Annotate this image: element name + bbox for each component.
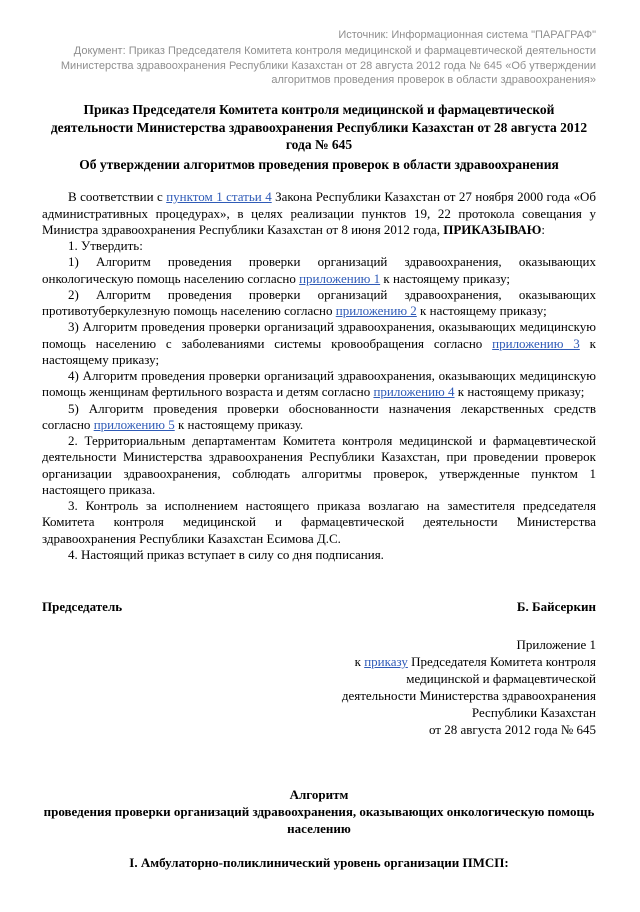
intro-text: : xyxy=(541,221,545,237)
order-item-4 xyxy=(42,368,596,401)
intro-text: Закона Республики Казахстан от 27 ноября 2000 года «Об административных процедурах», в целях реализации пунктов 19, 22 протокола совещания у Министра здравоохранения Республики Казахстан от 8 июня 2012 года, xyxy=(42,189,596,237)
algorithm-title-description: проведения проверки организаций здравоохранения, оказывающих онкологическую помощь населению xyxy=(43,803,595,836)
appendix-text: к xyxy=(354,654,365,670)
item-text: к настоящему приказу; xyxy=(42,335,596,367)
paragraph-intro xyxy=(42,189,596,238)
item-text: к настоящему приказу; xyxy=(380,270,511,286)
item-text: 4) Алгоритм проведения проверки организаций здравоохранения, оказывающих медицинскую помощь женщинам фертильного возраста и детям согласно xyxy=(42,368,596,400)
item-text: 3) Алгоритм проведения проверки организаций здравоохранения, оказывающих медицинскую помощь населению с заболеваниями системы кровообращения согласно xyxy=(42,319,596,351)
document-title-main: Приказ Председателя Комитета контроля медицинской и фармацевтической деятельности Министерства здравоохранения Республики Казахстан от 28 августа 2012 года № 645 xyxy=(50,102,588,153)
order-item-5 xyxy=(42,401,596,434)
algorithm-title-word: Алгоритм xyxy=(289,786,349,802)
appendix-date-line: от 28 августа 2012 года № 645 xyxy=(428,721,596,737)
appendix-block xyxy=(42,637,596,738)
section-1-heading: I. Амбулаторно-поликлинический уровень организации ПМСП: xyxy=(129,855,509,871)
paragraph-point-2: 2. Территориальным департаментам Комитета контроля медицинской и фармацевтической деятельности Министерства здравоохранения Республики Казахстан, при проведении проверок организации здравоохранения, соблюдать алгоритмы проверок, утвержденные пунктом 1 настоящего приказа. xyxy=(42,433,596,497)
appendix-reference-line xyxy=(42,654,596,671)
link-prikazu[interactable]: приказу xyxy=(364,654,408,670)
paragraph-point-3: 3. Контроль за исполнением настоящего приказа возлагаю на заместителя председателя Комитета контроля медицинской и фармацевтической деятельности Министерства здравоохранения Республики Казахстан Есимова Д.С. xyxy=(42,498,596,546)
intro-text: В соответствии с xyxy=(68,189,167,205)
link-prilozhenie-4[interactable]: приложению 4 xyxy=(373,384,455,400)
appendix-text-line: деятельности Министерства здравоохранения xyxy=(341,688,596,704)
document-title xyxy=(42,101,596,173)
signature-row xyxy=(42,599,596,615)
item-text: к настоящему приказу; xyxy=(454,384,585,400)
item-text: к настоящему приказу; xyxy=(416,303,547,319)
link-prilozhenie-2[interactable]: приложению 2 xyxy=(335,303,417,319)
item-text: 2) Алгоритм проведения проверки организаций здравоохранения, оказывающих противотуберкулезную помощь населению согласно xyxy=(42,286,596,319)
source-header xyxy=(42,28,596,87)
document-title-subject: Об утверждении алгоритмов проведения проверок в области здравоохранения xyxy=(79,156,559,172)
order-item-2 xyxy=(42,287,596,320)
appendix-text-line: медицинской и фармацевтической xyxy=(406,671,596,687)
algorithm-title xyxy=(42,787,596,838)
source-line: Источник: Информационная система "ПАРАГРАФ" xyxy=(338,29,596,41)
intro-emphasis: ПРИКАЗЫВАЮ xyxy=(443,221,542,237)
paragraph-point-4: 4. Настоящий приказ вступает в силу со дня подписания. xyxy=(68,546,384,562)
document-reference: Документ: Приказ Председателя Комитета контроля медицинской и фармацевтической деятельности Министерства здравоохранения Республики Казахстан от 28 августа 2012 года № 645 «Об утверждении алгоритмов проведения проверок в области здравоохранения» xyxy=(60,45,596,86)
document-body xyxy=(42,189,596,563)
paragraph-approve-heading: 1. Утвердить: xyxy=(68,238,143,254)
appendix-text: Председателя Комитета контроля xyxy=(407,654,596,670)
item-text: к настоящему приказу. xyxy=(174,416,304,432)
signature-position: Председатель xyxy=(42,599,123,615)
item-text: 5) Алгоритм проведения проверки обоснованности назначения лекарственных средств согласно xyxy=(42,400,596,432)
signature-name: Б. Байсеркин xyxy=(516,599,596,615)
appendix-text-line: Республики Казахстан xyxy=(471,704,596,720)
link-prilozhenie-3[interactable]: приложению 3 xyxy=(492,335,580,351)
item-text: 1) Алгоритм проведения проверки организаций здравоохранения, оказывающих онкологическую помощь населению согласно xyxy=(42,254,596,286)
link-prilozhenie-5[interactable]: приложению 5 xyxy=(93,416,175,432)
link-prilozhenie-1[interactable]: приложению 1 xyxy=(299,270,381,286)
order-item-1 xyxy=(42,254,596,287)
link-punkt-1-stati-4[interactable]: пунктом 1 статьи 4 xyxy=(166,189,272,205)
order-item-3 xyxy=(42,319,596,368)
appendix-number: Приложение 1 xyxy=(516,637,596,653)
